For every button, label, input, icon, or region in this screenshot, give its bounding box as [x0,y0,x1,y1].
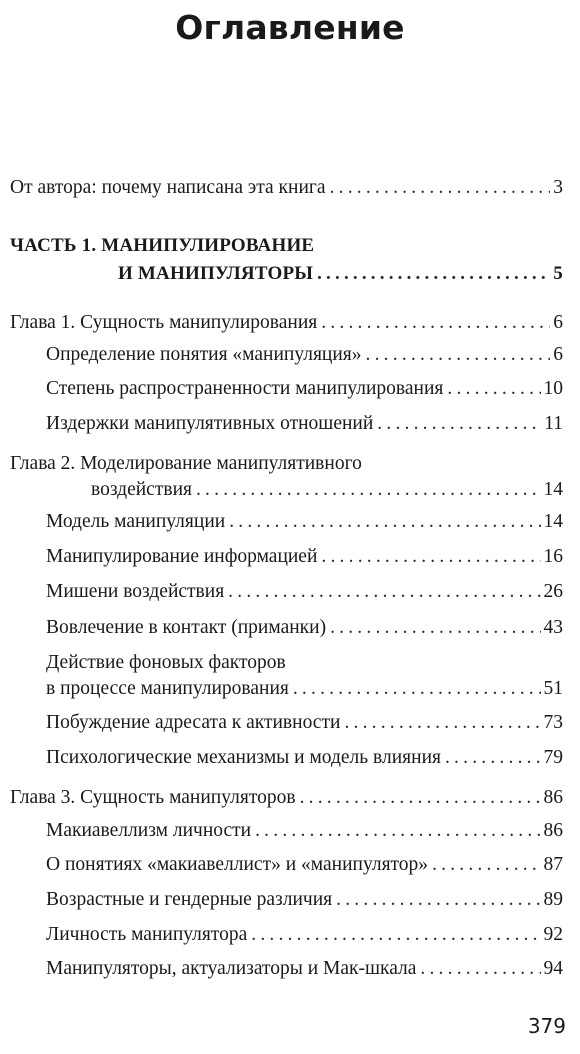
toc-entry-title: Глава 1. Сущность манипулирования [10,312,318,333]
toc-entry-title: Побуждение адресата к активности [46,712,341,733]
toc-entry-title: Мишени воздействия [46,581,225,602]
toc-entry-title: От автора: почему написана эта книга [10,177,326,198]
dot-leader [229,508,540,536]
toc-entry-title: Определение понятия «манипуляция» [46,344,362,365]
toc-entry-chapter-3[interactable] [10,784,563,812]
page-number: 379 [527,1014,566,1038]
toc-chapter-2-title-line1: Глава 2. Моделирование манипулятивного [10,453,362,474]
dot-leader [251,921,540,949]
toc-entry-preface[interactable] [10,174,563,202]
toc-entry-section[interactable] [46,851,563,879]
toc-entry-section[interactable] [46,543,563,571]
dot-leader [447,375,540,403]
toc-entry-page: 92 [543,924,563,945]
toc-entry-title: Вовлечение в контакт (приманки) [46,617,327,638]
toc-entry-title: Психологические механизмы и модель влияния [46,747,441,768]
toc-entry-page: 26 [543,581,563,602]
toc-entry-section[interactable] [46,675,563,703]
dot-leader [196,476,541,504]
dot-leader [420,955,540,983]
toc-entry-page: 86 [543,820,563,841]
dot-leader [228,578,540,606]
toc-entry-page: 43 [543,617,563,638]
toc-entry-section[interactable] [46,508,563,536]
toc-entry-title: Степень распространенности манипулирования [46,378,444,399]
toc-entry-page: 94 [543,958,563,979]
dot-leader [255,817,540,845]
toc-entry-chapter-1[interactable] [10,309,563,337]
toc-entry-section[interactable] [46,921,563,949]
toc-entry-section[interactable] [46,578,563,606]
dot-leader [317,260,550,288]
toc-entry-part-1[interactable] [118,260,563,288]
toc-entry-title: Манипуляторы, актуализаторы и Мак-шкала [46,958,417,979]
toc-entry-section[interactable] [46,341,563,369]
dot-leader [336,886,540,914]
toc-entry-page: 16 [543,546,563,567]
toc-entry-page: 10 [543,378,563,399]
toc-entry-section[interactable] [46,410,563,438]
dot-leader [321,543,540,571]
toc-entry-page: 86 [543,787,563,808]
toc-entry-page: 14 [543,479,563,500]
toc-entry-page: 11 [544,413,563,434]
toc-entry-page: 51 [543,678,563,699]
toc-entry-section[interactable] [46,709,563,737]
page-title: Оглавление [175,8,405,47]
toc-entry-page: 73 [543,712,563,733]
dot-leader [330,174,551,202]
dot-leader [344,709,540,737]
dot-leader [366,341,551,369]
toc-entry-title: Модель манипуляции [46,511,226,532]
dot-leader [300,784,541,812]
dot-leader [293,675,541,703]
toc-entry-chapter-2[interactable] [91,476,563,504]
toc-entry-title: Личность манипулятора [46,924,248,945]
toc-entry-title: О понятиях «макиавеллист» и «манипулятор» [46,854,429,875]
toc-entry-title: И МАНИПУЛЯТОРЫ [118,263,314,284]
toc-entry-page: 6 [553,344,563,365]
toc-entry-page: 79 [543,747,563,768]
dot-leader [330,614,540,642]
toc-part-title-line1: ЧАСТЬ 1. МАНИПУЛИРОВАНИЕ [10,235,315,256]
dot-leader [377,410,541,438]
dot-leader [321,309,550,337]
toc-entry-page: 6 [553,312,563,333]
toc-entry-section[interactable] [46,886,563,914]
toc-entry-title: Макиавеллизм личности [46,820,252,841]
toc-entry-page: 87 [543,854,563,875]
toc-entry-title: воздействия [91,479,192,500]
toc-entry-section[interactable] [46,955,563,983]
toc-entry-title: Глава 3. Сущность манипуляторов [10,787,296,808]
toc-entry-title: Манипулирование информацией [46,546,318,567]
toc-entry-page: 14 [543,511,563,532]
toc-entry-section[interactable] [46,614,563,642]
toc-entry-page: 5 [553,263,563,284]
toc-entry-page: 89 [543,889,563,910]
dot-leader [445,744,541,772]
toc-entry-title: Издержки манипулятивных отношений [46,413,374,434]
toc-entry-section[interactable] [46,817,563,845]
toc-entry-title: Возрастные и гендерные различия [46,889,333,910]
dot-leader [432,851,540,879]
toc-entry-section[interactable] [46,375,563,403]
toc-entry-section[interactable] [46,744,563,772]
toc-section-title-line1: Действие фоновых факторов [46,652,286,673]
toc-entry-title: в процессе манипулирования [46,678,289,699]
toc-entry-page: 3 [553,177,563,198]
